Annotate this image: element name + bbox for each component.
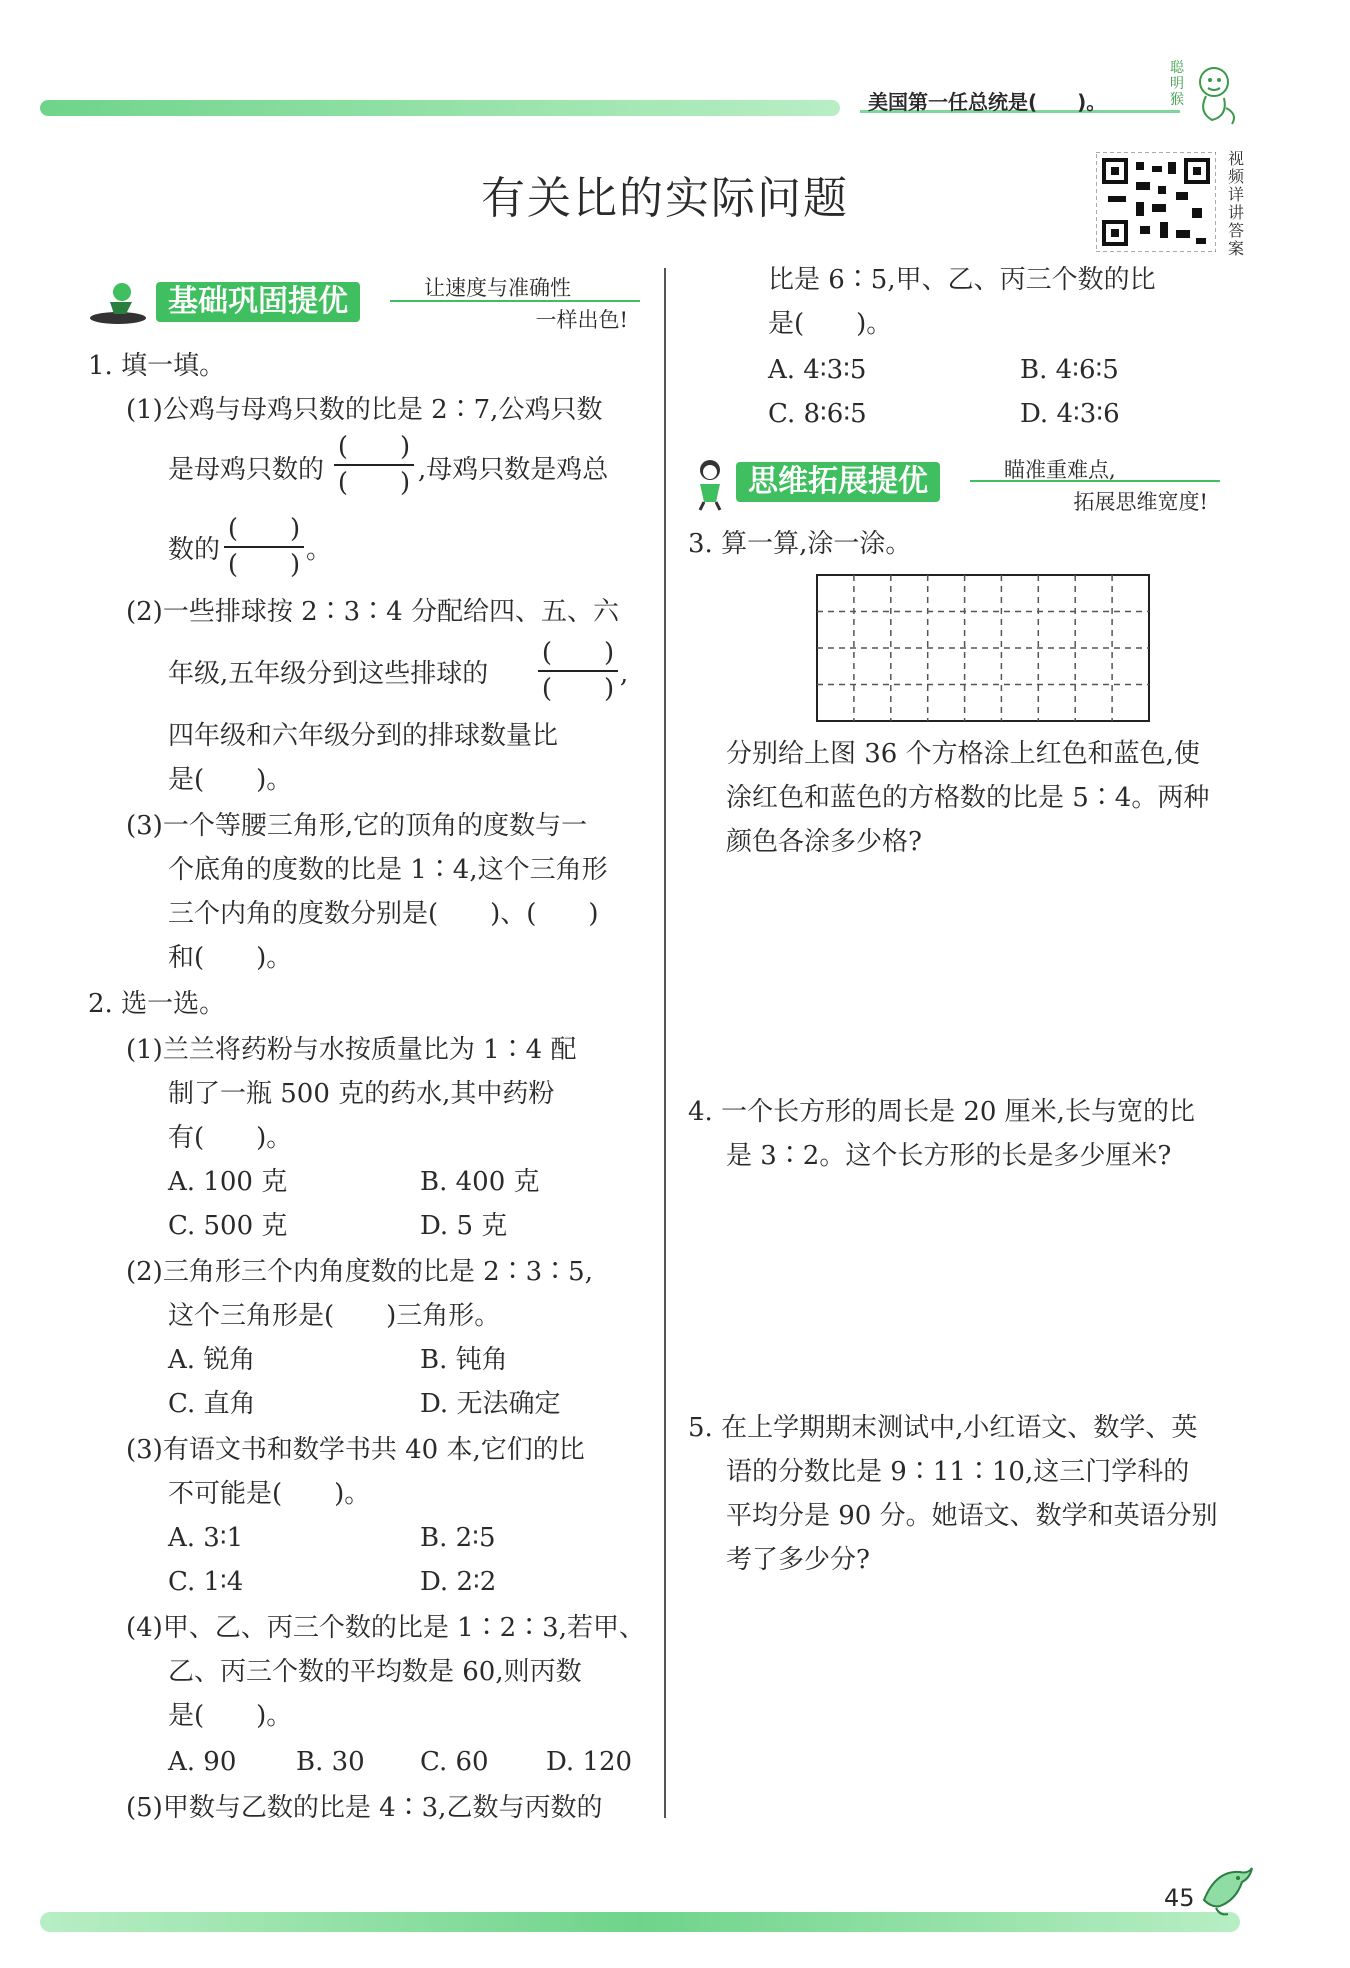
header-trivia: 美国第一任总统是( )。 — [868, 90, 1107, 114]
q2-3-line1: (3)有语文书和数学书共 40 本,它们的比 — [126, 1435, 585, 1465]
section-note-extend-1: 瞄准重难点, — [1004, 458, 1116, 482]
q2-2-line1: (2)三角形三个内角度数的比是 2∶3∶5, — [126, 1257, 593, 1287]
q3-line3: 颜色各涂多少格? — [726, 827, 922, 857]
q2-3-option-a[interactable]: A. 3∶1 — [168, 1523, 244, 1553]
q1-heading: 1. 填一填。 — [88, 351, 226, 381]
fraction-blank[interactable]: ( ) ( ) — [538, 638, 618, 704]
section-banner-basic: 基础巩固提优 — [156, 282, 360, 322]
q5-line3: 平均分是 90 分。她语文、数学和英语分别 — [726, 1501, 1218, 1531]
coloring-grid[interactable] — [816, 574, 1150, 722]
q5-line1: 5. 在上学期期末测试中,小红语文、数学、英 — [688, 1413, 1198, 1443]
section-banner-extend: 思维拓展提优 — [736, 462, 940, 502]
page-title: 有关比的实际问题 — [481, 173, 849, 224]
q2-2-option-c[interactable]: C. 直角 — [168, 1389, 256, 1419]
column-divider — [664, 268, 666, 1818]
qr-code-icon[interactable] — [1096, 152, 1216, 252]
q2-1-line2: 制了一瓶 500 克的药水,其中药粉 — [168, 1079, 555, 1109]
q2-1-option-b[interactable]: B. 400 克 — [420, 1167, 540, 1197]
q2-5-option-b[interactable]: B. 4∶6∶5 — [1020, 355, 1119, 385]
q5-line4: 考了多少分? — [726, 1545, 870, 1575]
section-note-basic-1: 让速度与准确性 — [424, 276, 571, 300]
q1-3-line1: (3)一个等腰三角形,它的顶角的度数与一 — [126, 811, 588, 841]
q2-4-option-c[interactable]: C. 60 — [420, 1747, 489, 1777]
q2-2-option-d[interactable]: D. 无法确定 — [420, 1389, 561, 1419]
q1-2-line2b: , — [620, 659, 629, 689]
q2-1-option-c[interactable]: C. 500 克 — [168, 1211, 288, 1241]
q2-3-line2: 不可能是( )。 — [168, 1479, 371, 1509]
q1-1-line2a: 是母鸡只数的 — [168, 455, 325, 485]
fraction-blank[interactable]: ( ) ( ) — [334, 432, 414, 498]
q2-4-option-a[interactable]: A. 90 — [168, 1747, 237, 1777]
q2-2-option-b[interactable]: B. 钝角 — [420, 1345, 508, 1375]
q1-3-line3: 三个内角的度数分别是( )、( ) — [168, 899, 599, 929]
skater-boy-icon — [86, 278, 150, 326]
qr-label: 视频详讲答案 — [1228, 149, 1245, 258]
q3-line2: 涂红色和蓝色的方格数的比是 5∶4。两种 — [726, 783, 1210, 813]
q2-3-option-d[interactable]: D. 2∶2 — [420, 1567, 497, 1597]
q2-4-option-d[interactable]: D. 120 — [546, 1747, 633, 1777]
q4-line1: 4. 一个长方形的周长是 20 厘米,长与宽的比 — [688, 1097, 1195, 1127]
dolphin-icon — [1196, 1860, 1256, 1920]
q2-4-line2: 乙、丙三个数的平均数是 60,则丙数 — [168, 1657, 582, 1687]
q2-3-option-b[interactable]: B. 2∶5 — [420, 1523, 496, 1553]
q1-2-line2a: 年级,五年级分到这些排球的 — [168, 659, 489, 689]
q4-line2: 是 3∶2。这个长方形的长是多少厘米? — [726, 1141, 1172, 1171]
q2-5-option-c[interactable]: C. 8∶6∶5 — [768, 399, 867, 429]
q2-5-line1: (5)甲数与乙数的比是 4∶3,乙数与丙数的 — [126, 1793, 603, 1823]
q2-5-option-d[interactable]: D. 4∶3∶6 — [1020, 399, 1120, 429]
q1-2-line4: 是( )。 — [168, 765, 293, 795]
q1-1-line2b: ,母鸡只数是鸡总 — [418, 455, 609, 485]
q1-1-line1: (1)公鸡与母鸡只数的比是 2∶7,公鸡只数 — [126, 395, 603, 425]
fraction-blank[interactable]: ( ) ( ) — [224, 514, 304, 580]
q2-1-option-a[interactable]: A. 100 克 — [168, 1167, 288, 1197]
header-bar — [40, 100, 840, 116]
q2-4-option-b[interactable]: B. 30 — [296, 1747, 365, 1777]
footer-bar — [40, 1912, 1240, 1932]
q1-2-line1: (2)一些排球按 2∶3∶4 分配给四、五、六 — [126, 597, 619, 627]
q1-2-line3: 四年级和六年级分到的排球数量比 — [168, 721, 559, 751]
q1-1-line3a: 数的 — [168, 535, 221, 565]
q2-4-line3: 是( )。 — [168, 1701, 293, 1731]
q2-3-option-c[interactable]: C. 1∶4 — [168, 1567, 244, 1597]
q2-heading: 2. 选一选。 — [88, 989, 226, 1019]
q2-1-option-d[interactable]: D. 5 克 — [420, 1211, 508, 1241]
q2-5-option-a[interactable]: A. 4∶3∶5 — [768, 355, 867, 385]
q2-5-line2: 比是 6∶5,甲、乙、丙三个数的比 — [768, 265, 1156, 295]
q1-1-line3b: 。 — [306, 535, 333, 565]
section-note-basic-2: 一样出色! — [535, 308, 628, 332]
q2-1-line3: 有( )。 — [168, 1123, 293, 1153]
thinking-girl-icon — [686, 456, 734, 512]
q2-2-line2: 这个三角形是( )三角形。 — [168, 1301, 501, 1331]
section-note-extend-2: 拓展思维宽度! — [1073, 490, 1208, 514]
q3-line1: 分别给上图 36 个方格涂上红色和蓝色,使 — [726, 739, 1200, 769]
q1-3-line4: 和( )。 — [168, 943, 293, 973]
q2-2-option-a[interactable]: A. 锐角 — [168, 1345, 256, 1375]
q1-3-line2: 个底角的度数的比是 1∶4,这个三角形 — [168, 855, 608, 885]
q5-line2: 语的分数比是 9∶11∶10,这三门学科的 — [726, 1457, 1190, 1487]
q3-heading: 3. 算一算,涂一涂。 — [688, 529, 912, 559]
mascot-label: 聪明猴 — [1170, 60, 1184, 108]
q2-4-line1: (4)甲、乙、丙三个数的比是 1∶2∶3,若甲、 — [126, 1613, 645, 1643]
q2-5-line3: 是( )。 — [768, 309, 893, 339]
q2-1-line1: (1)兰兰将药粉与水按质量比为 1∶4 配 — [126, 1035, 577, 1065]
page-number: 45 — [1164, 1884, 1195, 1912]
